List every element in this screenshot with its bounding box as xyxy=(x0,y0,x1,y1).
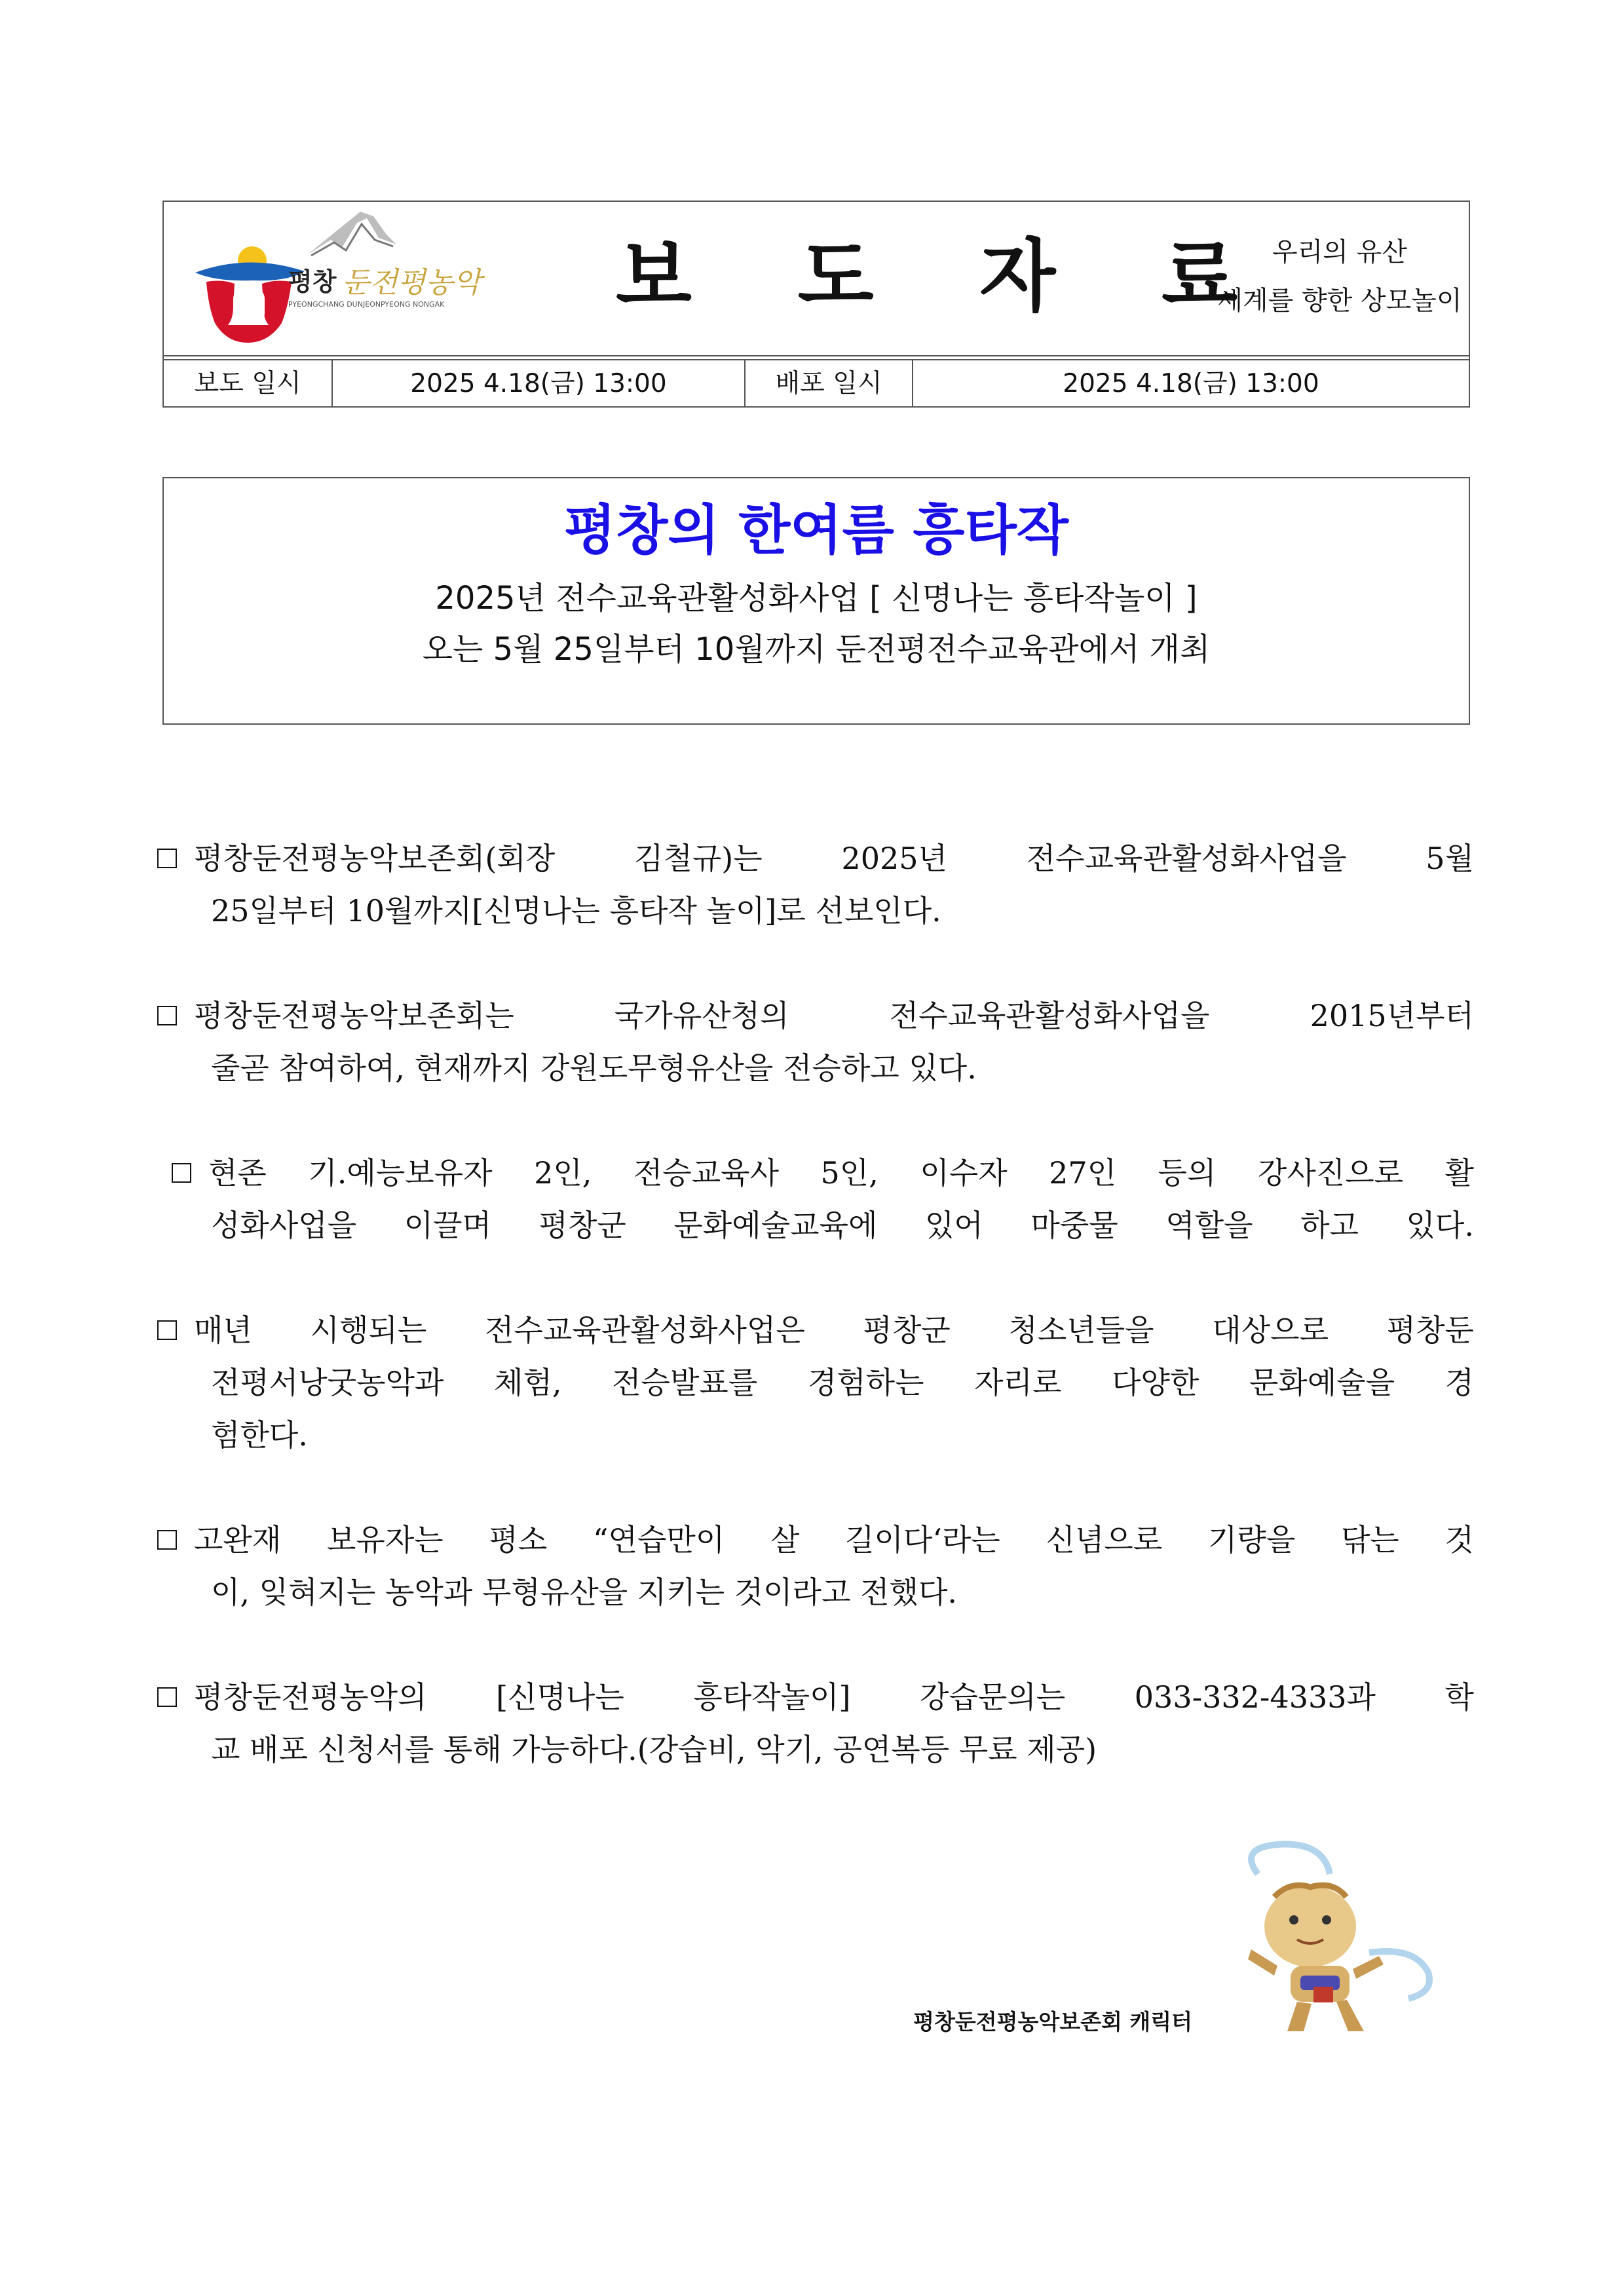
paragraph-line: 성화사업을 이끌며 평창군 문화예술교육에 있어 마중물 역할을 하고 있다. xyxy=(211,1208,1474,1243)
logo-text-brand: 둔전평농악 xyxy=(342,266,482,299)
headline-subtitle-1: 2025년 전수교육관활성화사업 [ 신명나는 흥타작놀이 ] xyxy=(435,580,1198,617)
paragraph-line: 매년 시행되는 전수교육관활성화사업은 평창군 청소년들을 대상으로 평창둔 xyxy=(194,1312,1474,1348)
slogan xyxy=(1212,228,1467,325)
body-paragraph xyxy=(157,1304,1474,1461)
logo-text-english: PYEONGCHANG DUNJEONPYEONG NONGAK xyxy=(288,300,445,309)
character-caption: 평창둔전평농악보존회 캐릭터 xyxy=(913,2009,1192,2035)
checkbox-bullet-icon xyxy=(157,1530,177,1550)
checkbox-bullet-icon xyxy=(157,1687,177,1707)
headline-box xyxy=(162,477,1470,725)
release-date-value: 2025 4.18(금) 13:00 xyxy=(331,360,744,408)
paragraph-line: 줄곧 참여하여, 현재까지 강원도무형유산을 전승하고 있다. xyxy=(211,1050,977,1086)
paragraph-line: 험한다. xyxy=(211,1417,308,1453)
slogan-line-2: 세계를 향한 상모놀이 xyxy=(1217,286,1462,316)
pyeongchang-nongak-logo xyxy=(170,208,563,349)
headline-subtitle-2: 오는 5월 25일부터 10월까지 둔전평전수교육관에서 개최 xyxy=(422,631,1211,668)
paragraph-line: 평창둔전평농악의 [신명나는 흥타작놀이] 강습문의는 033-332-4333과 학 xyxy=(194,1679,1474,1715)
checkbox-bullet-icon xyxy=(172,1163,191,1183)
paragraph-line: 고완재 보유자는 평소 “연습만이 살 길이다‘라는 신념으로 기량을 닦는 것 xyxy=(194,1522,1474,1558)
body-paragraph xyxy=(157,989,1474,1094)
distribution-date-label: 배포 일시 xyxy=(744,360,912,408)
checkbox-bullet-icon xyxy=(157,1320,177,1340)
checkbox-bullet-icon xyxy=(157,1006,177,1025)
paragraph-line: 현존 기.예능보유자 2인, 전승교육사 5인, 이수자 27인 등의 강사진으로 활 xyxy=(208,1155,1474,1191)
paragraph-line: 전평서낭굿농악과 체험, 전승발표를 경험하는 자리로 다양한 문화예술을 경 xyxy=(211,1365,1474,1400)
checkbox-bullet-icon xyxy=(157,849,177,868)
headline-title: 평창의 한여름 흥타작 xyxy=(563,499,1068,562)
header-separator xyxy=(164,355,1469,360)
release-date-row xyxy=(164,360,1469,408)
logo-text-korean: 평창 xyxy=(288,267,337,296)
body-paragraph xyxy=(157,1671,1474,1776)
body-paragraph xyxy=(172,1147,1474,1252)
paragraph-line: 평창둔전평농악보존회(회장 김철규)는 2025년 전수교육관활성화사업을 5월 xyxy=(194,841,1474,876)
release-date-label: 보도 일시 xyxy=(194,369,301,398)
mascot-character-illustration xyxy=(1199,1835,1448,2051)
paragraph-line: 평창둔전평농악보존회는 국가유산청의 전수교육관활성화사업을 2015년부터 xyxy=(194,998,1474,1033)
slogan-line-1: 우리의 유산 xyxy=(1272,237,1407,267)
paragraph-line: 25일부터 10월까지[신명나는 흥타작 놀이]로 선보인다. xyxy=(211,893,941,928)
paragraph-line: 이, 잊혀지는 농악과 무형유산을 지키는 것이라고 전했다. xyxy=(211,1575,958,1610)
body-paragraph xyxy=(157,1514,1474,1618)
paragraph-line: 교 배포 신청서를 통해 가능하다.(강습비, 악기, 공연복등 무료 제공) xyxy=(211,1732,1097,1767)
header-top-row xyxy=(164,202,1469,355)
doc-type-title: 보 도 자 료 xyxy=(616,231,1277,322)
press-header-box xyxy=(162,201,1470,408)
body-paragraph xyxy=(157,832,1474,937)
distribution-date-value: 2025 4.18(금) 13:00 xyxy=(912,360,1469,408)
